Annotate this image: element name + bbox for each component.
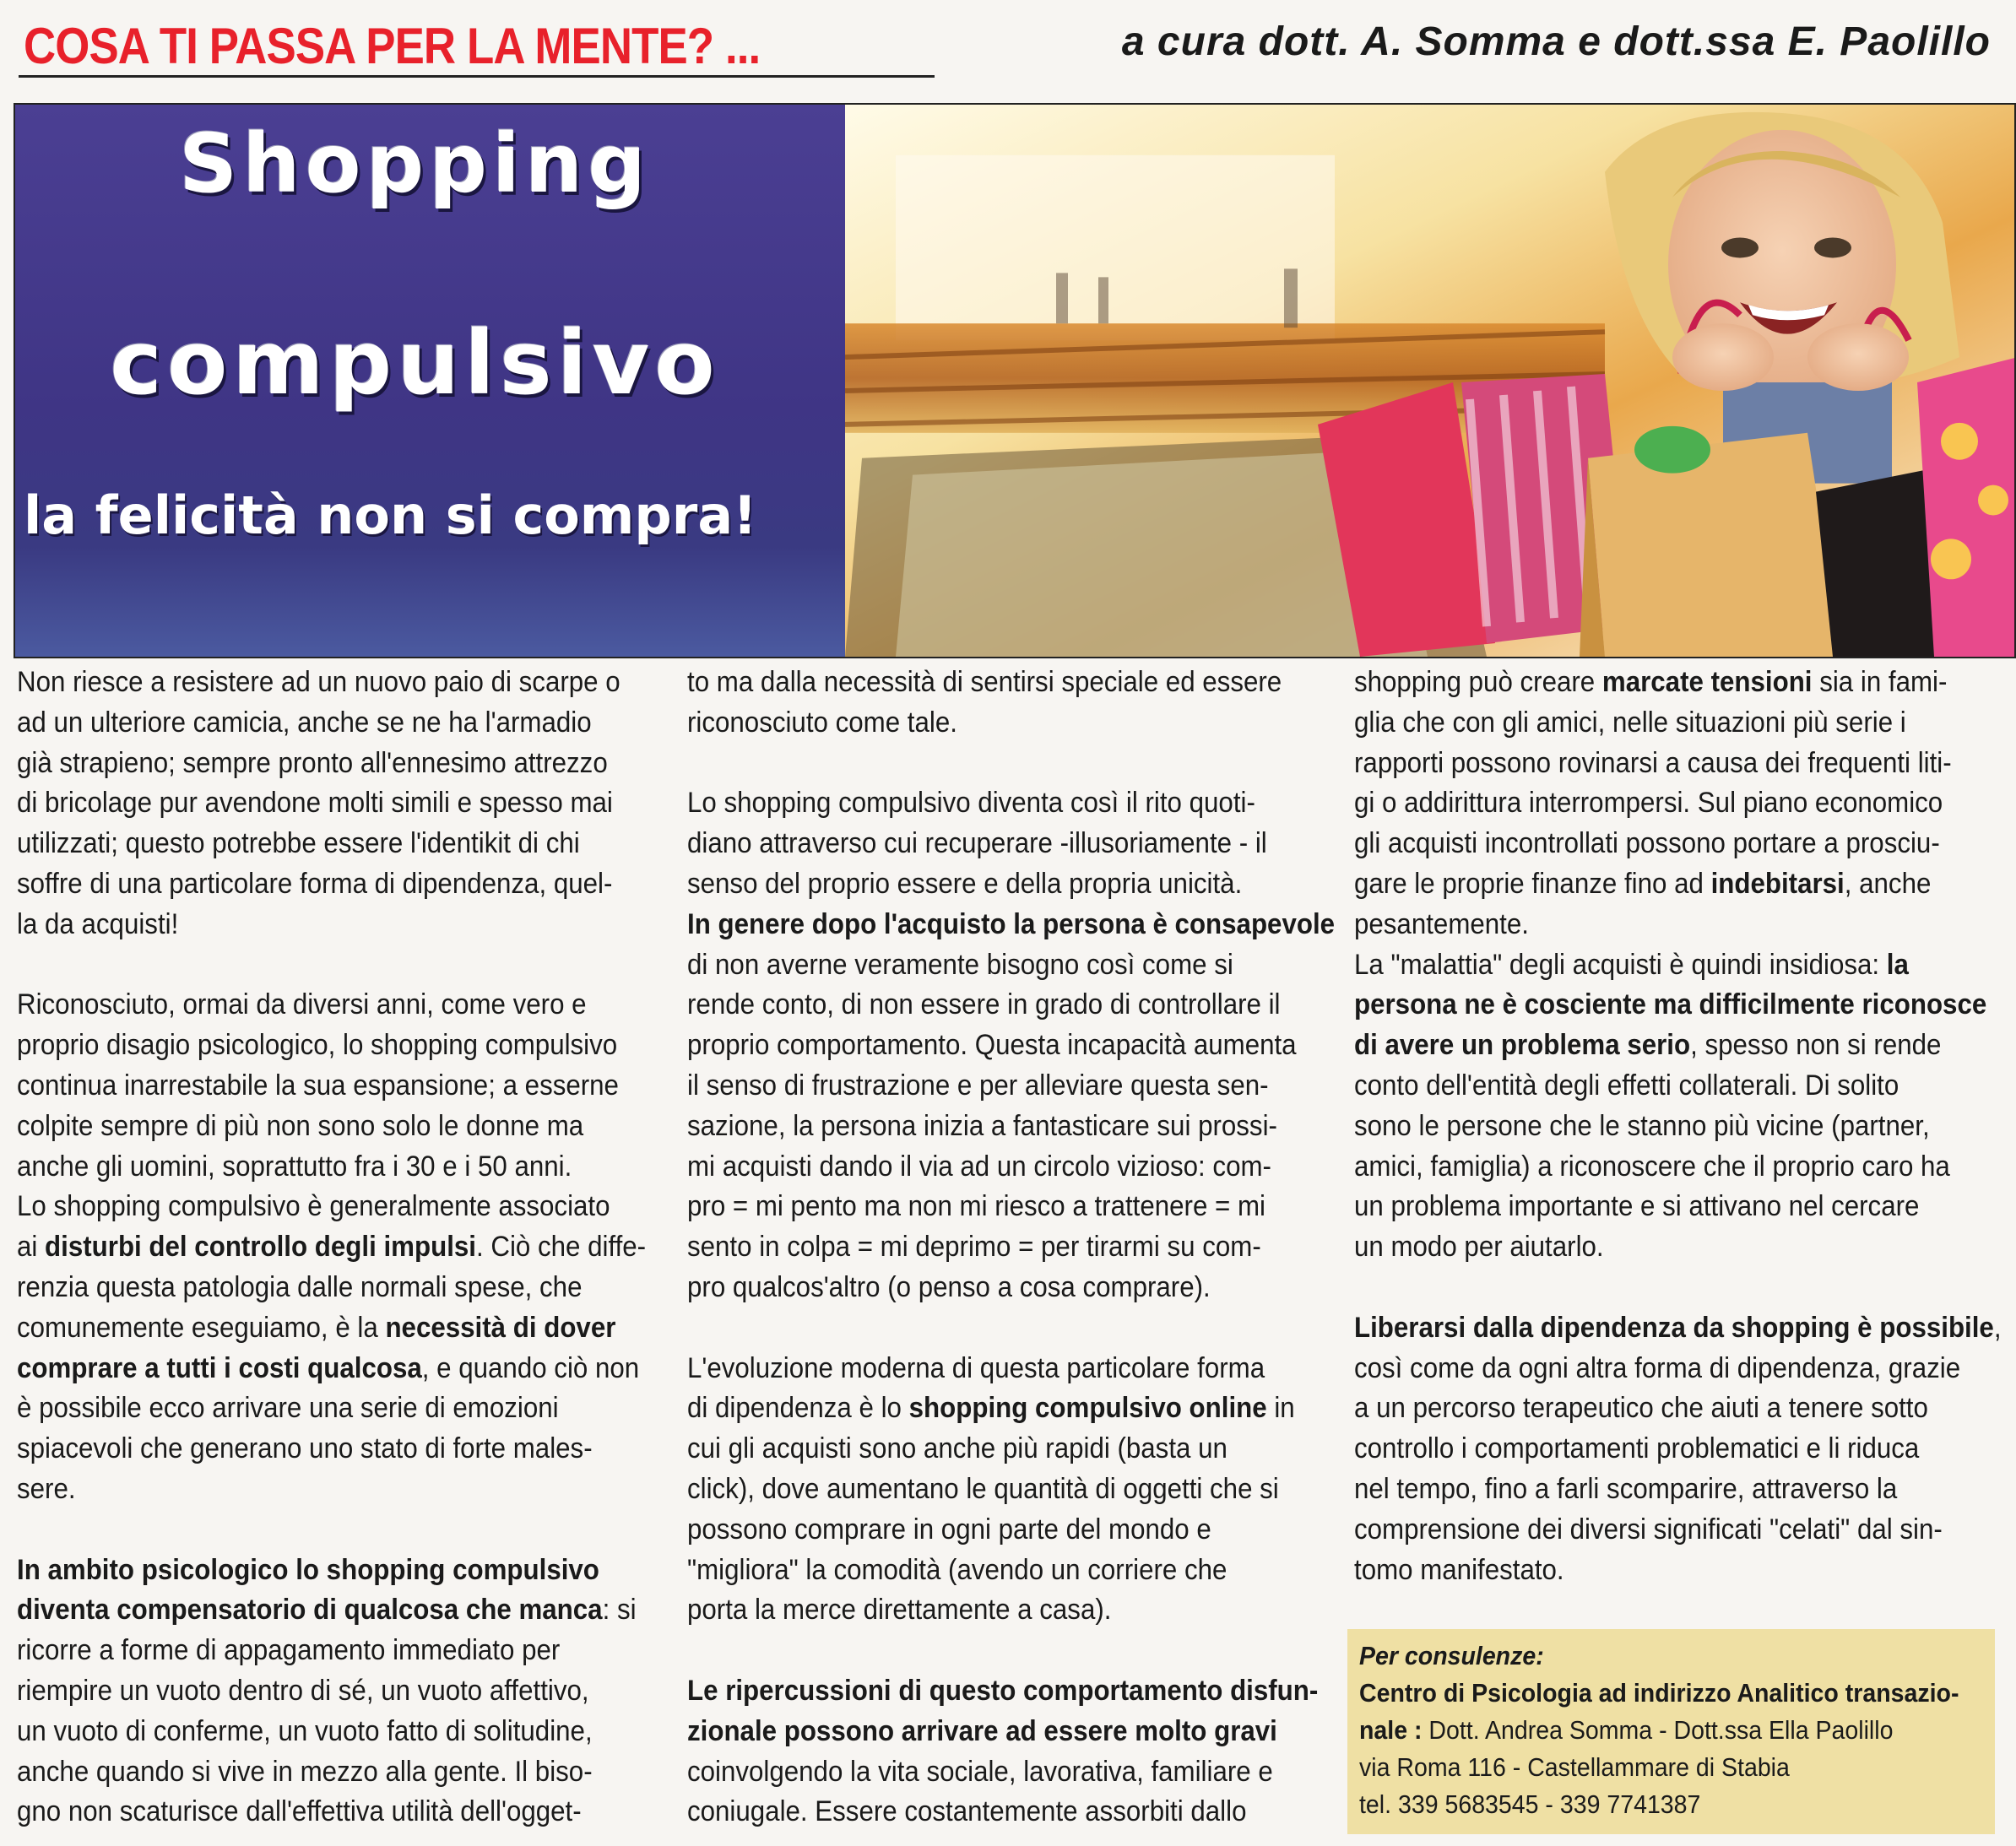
article-line: un modo per aiutarlo. bbox=[1354, 1231, 1604, 1264]
article-line: di dipendenza è lo shopping compulsivo online in bbox=[687, 1392, 1295, 1425]
article-line: senso del proprio essere e della propria unicità. bbox=[687, 867, 1243, 900]
article-line: conto dell'entità degli effetti collaterali. Di solito bbox=[1354, 1069, 1899, 1102]
article-column-2 bbox=[687, 663, 1336, 1832]
consult-doctors bbox=[1359, 1712, 1959, 1749]
article-line: ad un ulteriore camicia, anche se ne ha l'armadio bbox=[17, 706, 592, 739]
article-line: zionale possono arrivare ad essere molto gravi bbox=[687, 1714, 1277, 1747]
article-line: è possibile ecco arrivare una serie di emozioni bbox=[17, 1392, 559, 1425]
article-line: Lo shopping compulsivo diventa così il rito quoti- bbox=[687, 787, 1255, 820]
article-line: un vuoto di conferme, un vuoto fatto di solitudine, bbox=[17, 1714, 593, 1747]
article-column-3 bbox=[1354, 663, 2002, 1590]
consult-center: Centro di Psicologia ad indirizzo Analitico transazio- bbox=[1359, 1678, 1959, 1708]
article-line: il senso di frustrazione e per alleviare questa sen- bbox=[687, 1069, 1269, 1102]
consult-doctor-names: Dott. Andrea Somma - Dott.ssa Ella Paolillo bbox=[1428, 1715, 1894, 1745]
consultation-box bbox=[1347, 1629, 1995, 1834]
article-line: sento in colpa = mi deprimo = per tirarmi su com- bbox=[687, 1231, 1261, 1264]
article-line: comprare a tutti i costi qualcosa, e quando ciò non bbox=[17, 1351, 640, 1384]
article-line: possono comprare in ogni parte del mondo e bbox=[687, 1513, 1211, 1546]
consult-title: Per consulenze: bbox=[1359, 1641, 1544, 1670]
article-line: riconosciuto come tale. bbox=[687, 706, 957, 739]
article-line: un problema importante e si attivano nel cercare bbox=[1354, 1190, 1920, 1223]
article-line: continua inarrestabile la sua espansione; a esserne bbox=[17, 1069, 619, 1102]
article-line: diano attraverso cui recuperare -illusoriamente - il bbox=[687, 827, 1267, 860]
article-line: rende conto, di non essere in grado di controllare il bbox=[687, 988, 1281, 1021]
article-line: Non riesce a resistere ad un nuovo paio di scarpe o bbox=[17, 666, 621, 698]
article-line: In ambito psicologico lo shopping compulsivo bbox=[17, 1553, 599, 1586]
article-line: sazione, la persona inizia a fantasticare sui prossi- bbox=[687, 1109, 1277, 1142]
article-line: proprio comportamento. Questa incapacità aumenta bbox=[687, 1029, 1297, 1062]
article-line: nel tempo, fino a farli scomparire, attraverso la bbox=[1354, 1472, 1898, 1505]
article-line: Le ripercussioni di questo comportamento disfun- bbox=[687, 1674, 1319, 1707]
article-line: colpite sempre di più non sono solo le donne ma bbox=[17, 1109, 584, 1142]
article-line: click), dove aumentano le quantità di oggetti che si bbox=[687, 1472, 1279, 1505]
article-line: pesantemente. bbox=[1354, 907, 1529, 940]
article-line: ai disturbi del controllo degli impulsi. Ciò che diffe- bbox=[17, 1231, 647, 1264]
article-line: gli acquisti incontrollati possono portare a prosciu- bbox=[1354, 827, 1940, 860]
consult-center-cont: nale : bbox=[1359, 1715, 1429, 1745]
banner-title-line2: compulsivo bbox=[110, 311, 720, 414]
article-line: riempire un vuoto dentro di sé, un vuoto affettivo, bbox=[17, 1674, 589, 1707]
article-line: anche gli uomini, soprattutto fra i 30 e i 50 anni. bbox=[17, 1150, 572, 1183]
article-line: coniugale. Essere costantemente assorbiti dallo bbox=[687, 1795, 1247, 1828]
article-line: gi o addirittura interrompersi. Sul piano economico bbox=[1354, 787, 1943, 820]
consult-address: via Roma 116 - Castellammare di Stabia bbox=[1359, 1752, 1790, 1782]
banner-subtitle: la felicità non si compra! bbox=[24, 485, 757, 546]
article-line: Lo shopping compulsivo è generalmente associato bbox=[17, 1190, 610, 1223]
article-line: a un percorso terapeutico che aiuti a tenere sotto bbox=[1354, 1392, 1928, 1425]
article-line: la da acquisti! bbox=[17, 907, 179, 940]
article-line: amici, famiglia) a riconoscere che il proprio caro ha bbox=[1354, 1150, 1950, 1183]
consult-phones: tel. 339 5683545 - 339 7741387 bbox=[1359, 1789, 1701, 1819]
article-line: La "malattia" degli acquisti è quindi insidiosa: la bbox=[1354, 948, 1909, 981]
article-line: Riconosciuto, ormai da diversi anni, come vero e bbox=[17, 988, 587, 1021]
article-line: coinvolgendo la vita sociale, lavorativa, familiare e bbox=[687, 1755, 1273, 1788]
rubric-header bbox=[19, 12, 935, 78]
rubric-title: COSA TI PASSA PER LA MENTE? ... bbox=[24, 18, 761, 74]
article-line: anche quando si vive in mezzo alla gente. Il biso- bbox=[17, 1755, 593, 1788]
article-line: mi acquisti dando il via ad un circolo vizioso: com- bbox=[687, 1150, 1271, 1183]
article-line: renzia questa patologia dalle normali spese, che bbox=[17, 1270, 583, 1303]
article-line: di non averne veramente bisogno così come si bbox=[687, 948, 1233, 981]
article-line: to ma dalla necessità di sentirsi speciale ed essere bbox=[687, 666, 1282, 698]
article-line: pro qualcos'altro (o penso a cosa comprare). bbox=[687, 1270, 1211, 1303]
article-line: persona ne è cosciente ma difficilmente riconosce bbox=[1354, 988, 1987, 1021]
article-line: gare le proprie finanze fino ad indebitarsi, anche bbox=[1354, 867, 1932, 900]
article-line: glia che con gli amici, nelle situazioni più serie i bbox=[1354, 706, 1906, 739]
article-line: di avere un problema serio, spesso non si rende bbox=[1354, 1029, 1942, 1062]
article-line: "migliora" la comodità (avendo un corriere che bbox=[687, 1553, 1227, 1586]
article-column-1 bbox=[17, 663, 647, 1832]
article-line: controllo i comportamenti problematici e li riduca bbox=[1354, 1432, 1920, 1465]
article-line: ricorre a forme di appagamento immediato per bbox=[17, 1634, 561, 1667]
article-line: cui gli acquisti sono anche più rapidi (basta un bbox=[687, 1432, 1227, 1465]
article-line: tomo manifestato. bbox=[1354, 1553, 1564, 1586]
article-line: soffre di una particolare forma di dipendenza, quel- bbox=[17, 867, 613, 900]
byline: a cura dott. A. Somma e dott.ssa E. Paolillo bbox=[1121, 19, 1991, 64]
article-line: L'evoluzione moderna di questa particolare forma bbox=[687, 1351, 1265, 1384]
title-banner bbox=[14, 103, 2016, 658]
article-line: comunemente eseguiamo, è la necessità di dover bbox=[17, 1311, 616, 1344]
article-line: shopping può creare marcate tensioni sia in fami- bbox=[1354, 666, 1948, 698]
article-line: In genere dopo l'acquisto la persona è consapevole bbox=[687, 907, 1336, 940]
article-line: sere. bbox=[17, 1472, 76, 1505]
article-line: utilizzati; questo potrebbe essere l'identikit di chi bbox=[17, 827, 580, 860]
banner-title-line1: Shopping bbox=[179, 116, 651, 211]
article-line: diventa compensatorio di qualcosa che manca: si bbox=[17, 1594, 637, 1627]
article-line: sono le persone che le stanno più vicine (partner, bbox=[1354, 1109, 1930, 1142]
article-line: spiacevoli che generano uno stato di forte males- bbox=[17, 1432, 593, 1465]
banner-title-panel bbox=[15, 105, 845, 657]
article-line: proprio disagio psicologico, lo shopping compulsivo bbox=[17, 1029, 618, 1062]
article-line: già strapieno; sempre pronto all'ennesimo attrezzo bbox=[17, 746, 608, 779]
shopping-woman-photo bbox=[845, 105, 2016, 657]
article-line: rapporti possono rovinarsi a causa dei frequenti liti- bbox=[1354, 746, 1952, 779]
article-line: comprensione dei diversi significati "celati" dal sin- bbox=[1354, 1513, 1943, 1546]
article-line: di bricolage pur avendone molti simili e spesso mai bbox=[17, 787, 613, 820]
article-line: gno non scaturisce dall'effettiva utilità dell'ogget- bbox=[17, 1795, 582, 1828]
article-line: porta la merce direttamente a casa). bbox=[687, 1594, 1112, 1627]
article-line: pro = mi pento ma non mi riesco a trattenere = mi bbox=[687, 1190, 1266, 1223]
article-line: così come da ogni altra forma di dipendenza, grazie bbox=[1354, 1351, 1961, 1384]
article-line: Liberarsi dalla dipendenza da shopping è possibile, bbox=[1354, 1311, 2002, 1344]
